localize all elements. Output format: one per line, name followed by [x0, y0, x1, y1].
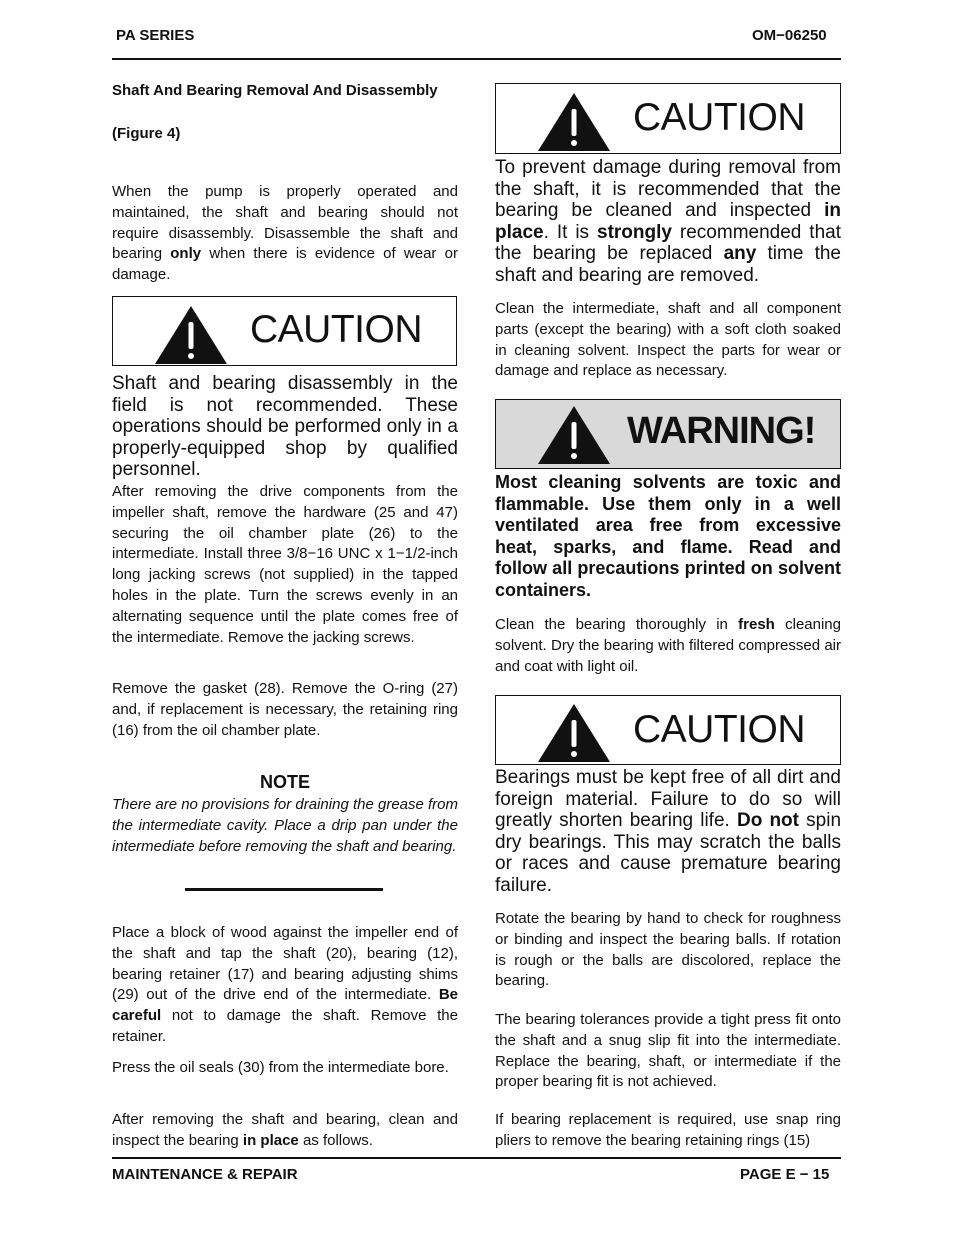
caution-text-left: Shaft and bearing disassembly in the field is not recommended. These operations should be performed only in a properly-equipped shop by qualified personnel. [112, 373, 458, 481]
header-left: PA SERIES [116, 27, 195, 44]
emphasis-fresh: fresh [738, 616, 775, 633]
header-right: OM−06250 [752, 27, 827, 44]
note-divider [185, 888, 383, 891]
emphasis-strongly: strongly [597, 221, 672, 243]
paragraph-tap-shaft [112, 923, 458, 1048]
footer-right: PAGE E − 15 [740, 1166, 830, 1183]
emphasis-be-careful: Be careful [112, 986, 458, 1025]
text-run: spin dry bearings. This may scratch the balls or races and cause premature bearing failure. [495, 810, 842, 896]
note-body: There are no provisions for draining the grease from the intermediate cavity. Place a drip pan under the intermediate before removing the shaft and bearing. [112, 796, 459, 855]
warning-text: Most cleaning solvents are toxic and flammable. Use them only in a well ventilated area free from excessive heat, sparks, and flame. Read and follow all precautions printed on solvent containers. [495, 472, 841, 600]
caution-text-right-1 [495, 157, 841, 287]
text-run: Place a block of wood against the impeller end of the shaft and tap the shaft (20), bearing (12), bearing retainer (17) and bearing adjusting shims (29) out of the drive end of the intermediate. [112, 924, 458, 1004]
paragraph-oil-seals: Press the oil seals (30) from the intermediate bore. [112, 1059, 449, 1076]
emphasis-in-place: in place [242, 1131, 299, 1149]
figure-reference: (Figure 4) [112, 125, 181, 142]
text-run: as follows. [298, 1131, 373, 1149]
footer-left: MAINTENANCE & REPAIR [112, 1166, 298, 1183]
warning-label: WARNING! [627, 410, 816, 452]
caution-box-right-1 [495, 83, 841, 154]
caution-box-right-2 [495, 695, 841, 765]
paragraph-disassembly-intro [112, 182, 458, 286]
paragraph-clean-inspect [112, 1110, 458, 1152]
paragraph-clean-bearing [495, 615, 841, 677]
caution-label: CAUTION [633, 96, 805, 139]
paragraph-bearing-replacement: If bearing replacement is required, use snap ring pliers to remove the bearing retaining rings (15) [495, 1111, 841, 1149]
text-run: To prevent damage during removal from the shaft, it is recommended that the bearing be cleaned and inspected [495, 157, 841, 222]
paragraph-clean-components: Clean the intermediate, shaft and all component parts (except the bearing) with a soft cloth soaked in cleaning solvent. Inspect the parts for wear or damage and replace as necessary. [495, 300, 841, 380]
header-rule [112, 58, 841, 60]
text-run: recommended that the bearing be replaced [495, 221, 841, 265]
warning-triangle-icon [537, 405, 611, 465]
emphasis-in-place: in place [495, 200, 841, 243]
text-run: cleaning solvent. Dry the bearing with filtered compressed air and coat with light oil. [495, 616, 841, 675]
warning-box [495, 399, 841, 469]
paragraph-oil-chamber-plate: After removing the drive components from the impeller shaft, remove the hardware (25 and 47) securing the oil chamber plate (26) to the intermediate. Install three 3/8−16 UNC x 1−1/2-inch long jacking screws (not supplied) in the tapped holes in the plate. Turn the screws evenly in an alternating sequence until the plate comes free of the intermediate. Remove the jacking screws. [112, 483, 458, 646]
text-run: not to damage the shaft. Remove the retainer. [112, 1007, 458, 1045]
text-run: time the shaft and bearing are removed. [495, 243, 841, 286]
caution-label: CAUTION [633, 708, 805, 751]
section-heading: Shaft And Bearing Removal And Disassembly [112, 82, 438, 99]
note-title: NOTE [259, 772, 310, 792]
caution-text-right-2 [495, 767, 841, 897]
footer-rule [112, 1157, 841, 1159]
warning-triangle-icon [154, 305, 228, 365]
caution-box-left [112, 296, 457, 366]
text-run: Clean the bearing thoroughly in [495, 616, 739, 633]
paragraph-bearing-tolerances: The bearing tolerances provide a tight press fit onto the shaft and a snug slip fit into the intermediate. Replace the bearing, shaft, or intermediate if the proper bearing fit is not achieved. [495, 1011, 841, 1091]
text-run: . It is [543, 221, 597, 243]
text-run: After removing the shaft and bearing, clean and inspect the bearing [112, 1111, 458, 1149]
emphasis-only: only [170, 245, 202, 263]
emphasis-do-not: Do not [736, 810, 799, 832]
emphasis-any: any [723, 243, 757, 265]
paragraph-gasket: Remove the gasket (28). Remove the O-ring (27) and, if replacement is necessary, the retaining ring (16) from the oil chamber plate. [112, 680, 458, 739]
text-run: when there is evidence of wear or damage. [112, 245, 458, 284]
text-run: Bearings must be kept free of all dirt and foreign material. Failure to do so will greatly shorten bearing life. [495, 767, 841, 832]
caution-label: CAUTION [250, 308, 422, 351]
text-run: When the pump is properly operated and maintained, the shaft and bearing should not require disassembly. Disassemble the shaft and bearing [112, 183, 458, 263]
paragraph-rotate-bearing: Rotate the bearing by hand to check for roughness or binding and inspect the bearing balls. If rotation is rough or the balls are discolored, replace the bearing. [495, 910, 841, 990]
warning-triangle-icon [537, 703, 611, 763]
warning-triangle-icon [537, 92, 611, 152]
